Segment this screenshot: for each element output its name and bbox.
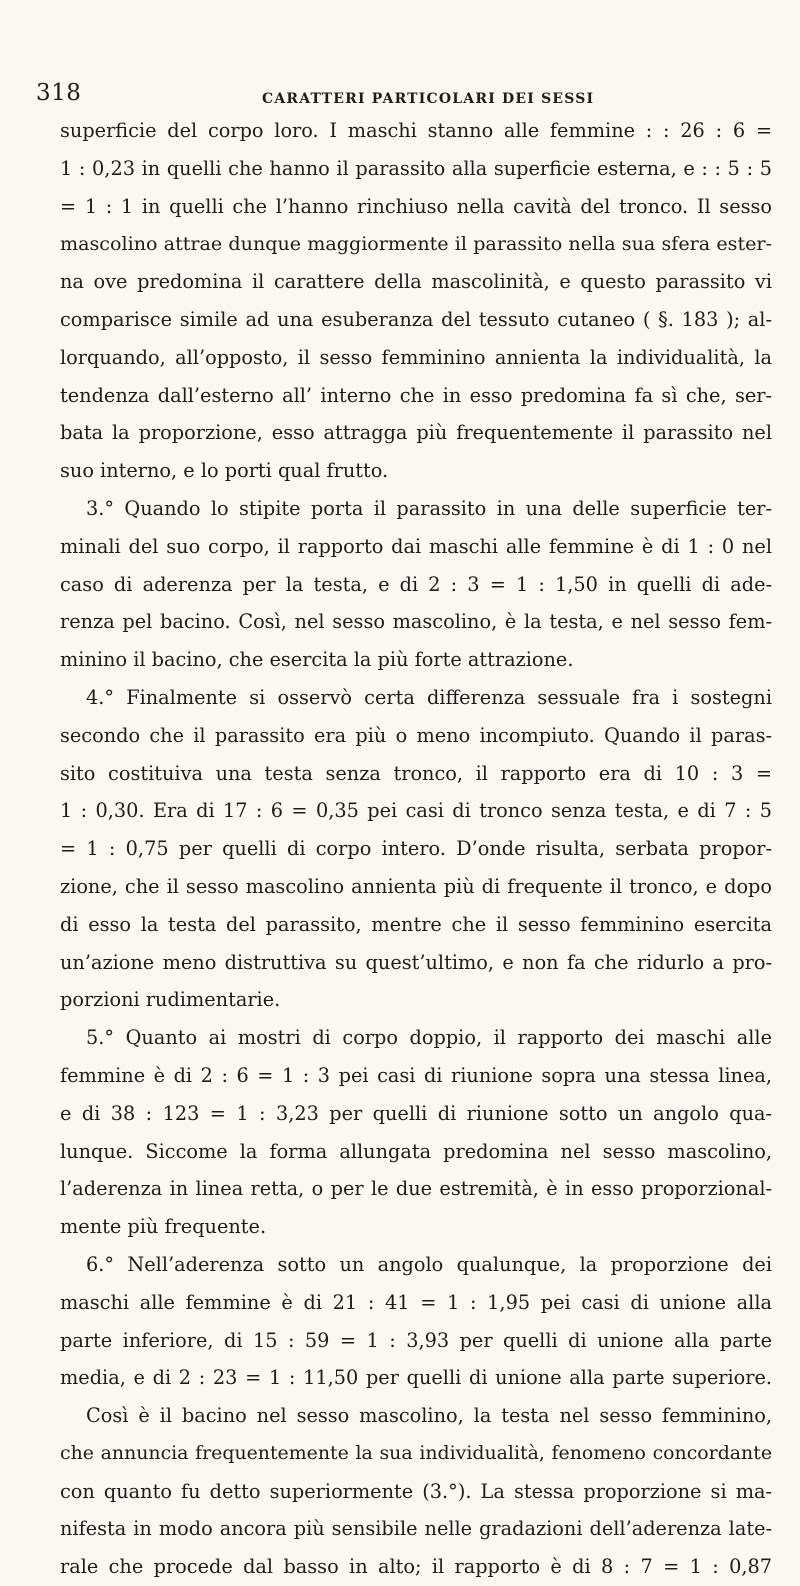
text-line: comparisce simile ad una esuberanza del tessuto cutaneo ( §. 183 ); al-	[60, 307, 772, 331]
text-line: femmine è di 2 : 6 = 1 : 3 pei casi di riunione sopra una stessa linea,	[60, 1063, 772, 1087]
text-line: bata la proporzione, esso attragga più frequentemente il parassito nel	[60, 421, 772, 445]
text-line: mente più frequente.	[60, 1215, 267, 1239]
text-line: na ove predomina il carattere della mascolinità, e questo parassito vi	[60, 270, 772, 294]
text-line: lunque. Siccome la forma allungata predomina nel sesso mascolino,	[60, 1139, 772, 1163]
text-line: che annuncia frequentemente la sua individualità, fenomeno concordante	[60, 1441, 772, 1464]
text-line: secondo che il parassito era più o meno incompiuto. Quando il paras-	[60, 723, 772, 747]
text-line: superficie del corpo loro. I maschi stanno alle femmine : : 26 : 6 =	[60, 119, 772, 142]
text-line: mascolino attrae dunque maggiormente il parassito nella sua sfera ester-	[60, 232, 772, 256]
running-head: CARATTERI PARTICOLARI DEI SESSI	[262, 91, 595, 107]
text-line: suo interno, e lo porti qual frutto.	[60, 459, 389, 483]
page-number: 318	[36, 80, 82, 106]
text-line: porzioni rudimentarie.	[60, 988, 281, 1012]
text-line: Così è il bacino nel sesso mascolino, la testa nel sesso femminino,	[86, 1404, 772, 1428]
text-line: media, e di 2 : 23 = 1 : 11,50 per quelli di unione alla parte superiore.	[60, 1366, 772, 1390]
text-line: sito costituiva una testa senza tronco, il rapporto era di 10 : 3 =	[60, 761, 772, 785]
text-line: renza pel bacino. Così, nel sesso mascolino, è la testa, e nel sesso fem-	[60, 610, 772, 634]
text-line: di esso la testa del parassito, mentre che il sesso femminino esercita	[60, 912, 772, 936]
text-line: l’aderenza in linea retta, o per le due estremità, è in esso proporzional-	[60, 1177, 772, 1201]
text-line: e di 38 : 123 = 1 : 3,23 per quelli di riunione sotto un angolo qua-	[60, 1101, 772, 1125]
text-line: 5.° Quanto ai mostri di corpo doppio, il rapporto dei maschi alle	[86, 1026, 772, 1050]
text-line: zione, che il sesso mascolino annienta più di frequente il tronco, e dopo	[60, 874, 772, 898]
text-line: 1 : 0,30. Era di 17 : 6 = 0,35 pei casi di tronco senza testa, e di 7 : 5	[60, 799, 772, 823]
text-line: rale che procede dal basso in alto; il rapporto è di 8 : 7 = 1 : 0,87	[60, 1555, 772, 1579]
text-line: lorquando, all’opposto, il sesso femminino annienta la individualità, la	[60, 345, 772, 369]
text-line: = 1 : 0,75 per quelli di corpo intero. D’onde risulta, serbata propor-	[60, 837, 772, 861]
text-line: minino il bacino, che esercita la più forte attrazione.	[60, 648, 574, 672]
text-line: con quanto fu detto superiormente (3.°). La stessa proporzione si ma-	[60, 1479, 772, 1503]
text-line: minali del suo corpo, il rapporto dai maschi alle femmine è di 1 : 0 nel	[60, 534, 772, 558]
text-line: caso di aderenza per la testa, e di 2 : 3 = 1 : 1,50 in quelli di ade-	[60, 572, 772, 596]
text-line: parte inferiore, di 15 : 59 = 1 : 3,93 per quelli di unione alla parte	[60, 1328, 772, 1352]
text-line: = 1 : 1 in quelli che l’hanno rinchiuso nella cavità del tronco. Il sesso	[60, 194, 772, 218]
text-line: 6.° Nell’aderenza sotto un angolo qualunque, la proporzione dei	[86, 1252, 772, 1276]
text-line: 4.° Finalmente si osservò certa differenza sessuale fra i sostegni	[86, 685, 772, 709]
text-line: tendenza dall’esterno all’ interno che in esso predomina fa sì che, ser-	[60, 383, 772, 407]
text-line: 3.° Quando lo stipite porta il parassito in una delle superficie ter-	[86, 496, 772, 520]
text-line: nifesta in modo ancora più sensibile nelle gradazioni dell’aderenza late-	[60, 1517, 772, 1541]
text-line: 1 : 0,23 in quelli che hanno il parassito alla superficie esterna, e : : 5 : 5	[60, 156, 772, 180]
text-line: maschi alle femmine è di 21 : 41 = 1 : 1,95 pei casi di unione alla	[60, 1290, 772, 1314]
text-line: un’azione meno distruttiva su quest’ultimo, e non fa che ridurlo a pro-	[60, 950, 772, 974]
body-text	[60, 112, 772, 1586]
